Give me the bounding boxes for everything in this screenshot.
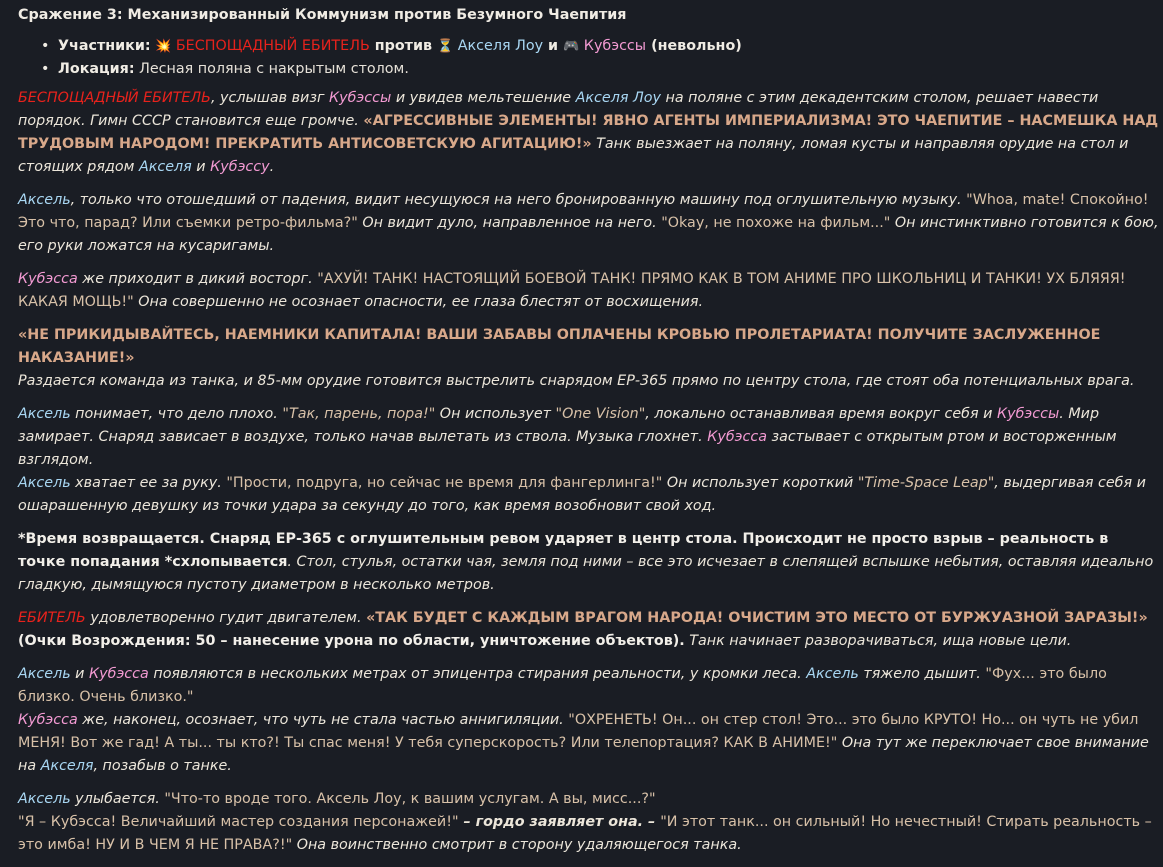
text: удовлетворенно гудит двигателем. — [85, 610, 367, 626]
battle-info-list — [18, 35, 1160, 81]
and-text: и — [543, 38, 564, 54]
tank-shout: «ТАК БУДЕТ С КАЖДЫМ ВРАГОМ НАРОДА! ОЧИСТИМ ЭТО МЕСТО ОТ БУРЖУАЗНОЙ ЗАРАЗЫ!» — [366, 610, 1148, 626]
tank-name: БЕСПОЩАДНЫЙ ЕБИТЕЛЬ — [18, 90, 211, 106]
kubessa-quote: "Я – Кубэсса! Величайший мастер создания персонажей!" — [18, 814, 459, 830]
kubessa-name: Кубэссу — [210, 159, 270, 175]
kubessa-quote: "И этот танк... он сильный! Но нечестный! Стирать реальность – это имба! НУ И В ЧЕМ Я НЕ ПРАВА?!" — [18, 814, 1152, 853]
vs-text: против — [369, 38, 438, 54]
ability-name: "One Vision" — [555, 406, 646, 422]
axel-quote: "Что-то вроде того. Аксель Лоу, к вашим услугам. А вы, мисс...?" — [164, 791, 656, 807]
participants-label: Участники: — [58, 38, 151, 54]
kubessa-quote: "ОХРЕНЕТЬ! Он... он стер стол! Это... это было КРУТО! Но... он чуть не убил МЕНЯ! Вот же гад! А ты... ты кто?! Ты спас меня! У тебя суперскорость? Или телепортация? КАК В АНИМЕ!" — [18, 712, 1139, 751]
text: – гордо заявляет она. – — [458, 814, 661, 830]
story-document — [18, 4, 1160, 867]
tank-shout: «НЕ ПРИКИДЫВАЙТЕСЬ, НАЕМНИКИ КАПИТАЛА! ВАШИ ЗАБАВЫ ОПЛАЧЕНЫ КРОВЬЮ ПРОЛЕТАРИАТА! ПОЛУЧИТЕ ЗАСЛУЖЕННОЕ НАКАЗАНИЕ!» — [18, 327, 1101, 366]
axel-name: Аксель — [18, 192, 71, 208]
paragraph-2 — [18, 189, 1160, 258]
location-label: Локация: — [58, 61, 135, 77]
tank-shout: «АГРЕССИВНЫЕ ЭЛЕМЕНТЫ! ЯВНО АГЕНТЫ ИМПЕРИАЛИЗМА! ЭТО ЧАЕПИТИЕ – НАСМЕШКА НАД ТРУДОВЫМ НАРОДОМ! ПРЕКРАТИТЬ АНТИСОВЕТСКУЮ АГИТАЦИЮ!» — [18, 113, 1159, 152]
text: , локально останавливая время вокруг себя и — [645, 406, 997, 422]
text: . Мир замирает. Снаряд зависает в воздухе, только начав вылетать из ствола. Музыка глохнет. — [18, 406, 1100, 445]
kubessa-name: Кубэсса — [707, 429, 767, 445]
paragraph-5 — [18, 403, 1160, 518]
kubessa-name: Кубэссы — [583, 38, 647, 54]
kubessa-name: Кубэссы — [996, 406, 1060, 422]
text: Танк начинает разворачиваться, ища новые цели. — [684, 633, 1072, 649]
axel-name: Акселя Лоу — [575, 90, 661, 106]
text: же приходит в дикий восторг. — [77, 271, 318, 287]
axel-name: Акселя Лоу — [457, 38, 544, 54]
text: понимает, что дело плохо. — [70, 406, 283, 422]
paragraph-7 — [18, 607, 1160, 653]
kubessa-quote: "АХУЙ! ТАНК! НАСТОЯЩИЙ БОЕВОЙ ТАНК! ПРЯМО КАК В ТОМ АНИМЕ ПРО ШКОЛЬНИЦ И ТАНКИ! УХ БЛЯЯЯ! КАКАЯ МОЩЬ!" — [18, 271, 1126, 310]
text: . — [269, 159, 275, 175]
axel-quote: "Okay, не похоже на фильм..." — [661, 215, 891, 231]
axel-quote: "Фух... это было близко. Очень близко." — [18, 666, 1107, 705]
paragraph-9 — [18, 709, 1160, 778]
text: Она совершенно не осознает опасности, ее глаза блестят от восхищения. — [133, 294, 704, 310]
location-text: Лесная поляна с накрытым столом. — [134, 61, 409, 77]
kubessa-name: Кубэссы — [329, 90, 392, 106]
participants-item — [58, 35, 1160, 58]
text: улыбается. — [70, 791, 165, 807]
kubessa-name: Кубэсса — [18, 712, 78, 728]
kubessa-name: Кубэсса — [89, 666, 149, 682]
paragraph-3 — [18, 268, 1160, 314]
axel-quote: "Whoa, mate! Спокойно! Это что, парад? Или съемки ретро-фильма?" — [18, 192, 1149, 231]
text: и — [191, 159, 211, 175]
axel-quote: "Прости, подруга, но сейчас не время для фангерлинга!" — [226, 475, 663, 491]
axel-name: Аксель — [18, 406, 71, 422]
text: тяжело дышит. — [858, 666, 986, 682]
text: на поляне с этим декадентским столом, решает навести порядок. Гимн СССР становится еще громче. — [18, 90, 1099, 129]
rebirth-points: (Очки Возрождения: 50 – нанесение урона по области, уничтожение объектов). — [18, 633, 685, 649]
paragraph-4 — [18, 324, 1160, 393]
text: хватает ее за руку. — [70, 475, 227, 491]
axel-name: Аксель — [18, 666, 71, 682]
text: Он использует — [435, 406, 556, 422]
text: Танк выезжает на поляну, ломая кусты и направляя орудие на стол и стоящих рядом — [18, 136, 1129, 175]
paragraph-11 — [18, 811, 1160, 857]
kubessa-name: Кубэсса — [18, 271, 78, 287]
axel-name: Акселя — [40, 758, 94, 774]
paragraph-10 — [18, 788, 1160, 811]
axel-quote: "Так, парень, пора!" — [282, 406, 436, 422]
hourglass-icon: ⏳ — [437, 39, 454, 54]
text: . Стол, стулья, остатки чая, земля под ними – все это исчезает в слепящей вспышке небытия, оставляя идеально гладкую, дымящуюся пустоту диаметром в несколько метров. — [18, 554, 1154, 593]
text: Она воинственно смотрит в сторону удаляющегося танка. — [292, 837, 742, 853]
text: появляются в нескольких метрах от эпицентра стирания реальности, у кромки леса. — [148, 666, 807, 682]
ability-name: "Time-Space Leap" — [857, 475, 995, 491]
paragraph-6 — [18, 528, 1160, 597]
text: Раздается команда из танка, и 85-мм орудие готовится выстрелить снарядом ЕР-365 прямо по центру стола, где стоят оба потенциальных врага. — [18, 373, 1135, 389]
axel-name: Акселя — [138, 159, 192, 175]
tank-name: БЕСПОЩАДНЫЙ ЕБИТЕЛЬ — [175, 38, 370, 54]
explosion-icon: 💥 — [155, 39, 172, 54]
gamepad-icon: 🎮 — [563, 39, 580, 54]
text: Он инстинктивно готовится к бою, его руки ложатся на кусаригамы. — [18, 215, 1159, 254]
battle-title: Сражение 3: Механизированный Коммунизм против Безумного Чаепития — [18, 7, 627, 23]
axel-name: Аксель — [18, 791, 71, 807]
paragraph-8 — [18, 663, 1160, 709]
narration-bold: *Время возвращается. Снаряд ЕР-365 с оглушительным ревом ударяет в центр стола. Происходит не просто взрыв – реальность в точке попадания *схлопывается — [18, 531, 1109, 570]
axel-name: Аксель — [18, 475, 71, 491]
text: и увидев мельтешение — [391, 90, 576, 106]
text: , позабыв о танке. — [93, 758, 232, 774]
text: Он использует короткий — [662, 475, 858, 491]
text: , услышав визг — [210, 90, 329, 106]
tank-name: ЕБИТЕЛЬ — [18, 610, 86, 626]
text: Он видит дуло, направленное на него. — [357, 215, 662, 231]
text: и — [70, 666, 90, 682]
unwillingly-text: (невольно) — [646, 38, 742, 54]
text: Она тут же переключает свое внимание на — [18, 735, 1149, 774]
axel-name: Аксель — [806, 666, 859, 682]
text: застывает с открытым ртом и восторженным взглядом. — [18, 429, 1117, 468]
text: , только что отошедший от падения, видит несущуюся на него бронированную машину под оглушительную музыку. — [70, 192, 967, 208]
text: же, наконец, осознает, что чуть не стала частью аннигиляции. — [77, 712, 569, 728]
location-item — [58, 58, 1160, 81]
text: , выдергивая себя и ошарашенную девушку из точки удара за секунду до того, как время возобновит свой ход. — [18, 475, 1146, 514]
paragraph-1 — [18, 87, 1160, 179]
